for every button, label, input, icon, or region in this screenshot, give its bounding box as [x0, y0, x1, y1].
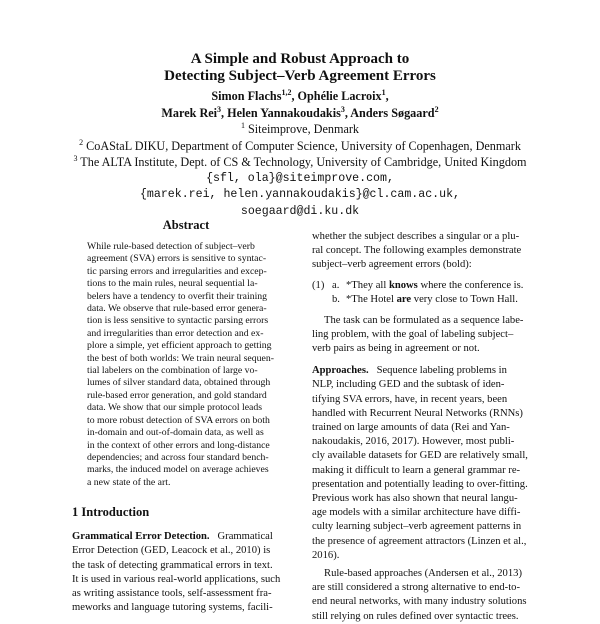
affil-text: The ALTA Institute, Dept. of CS & Technology, University of Cambridge, United Kingdom — [80, 155, 527, 169]
author-sep: , — [385, 89, 389, 103]
text-line: still relying on rules defined over syntactic trees. — [312, 610, 519, 622]
text-line: the task of detecting grammatical errors in text. — [72, 559, 273, 571]
text-line: Previous work has also shown that neural langu- — [312, 493, 518, 505]
abstract-line: tion is less sensitive to syntactic parsing errors — [87, 315, 269, 327]
abstract-line: While rule-based detection of subject–verb — [87, 241, 255, 252]
text-line: The task can be formulated as a sequence labe- — [324, 314, 524, 326]
example-text-pre: *They all — [346, 279, 389, 291]
paragraph-title: Approaches. — [312, 365, 369, 377]
text-line: the presence of agreement attractors (Linzen et al., — [312, 535, 527, 547]
example-text-post: where the conference is. — [417, 279, 524, 291]
affil-text: Siteimprove, Denmark — [248, 122, 360, 136]
right-column — [312, 230, 530, 624]
text-line — [72, 530, 300, 544]
paragraph-rule-based — [312, 567, 530, 624]
affil-sup: 3 — [73, 153, 78, 163]
left-column — [72, 218, 300, 615]
abstract-line: and irregularities than error detection and ex- — [87, 327, 264, 339]
author-name: , Ophélie Lacroix — [291, 89, 382, 103]
example-error-word: knows — [388, 279, 418, 291]
text-line: as writing assistance tools, self-assessment fra- — [72, 587, 272, 599]
abstract-line: in the context of other errors and long-distance — [87, 439, 270, 451]
text-line: are still considered a strong alternative to end-to- — [312, 582, 520, 594]
section-heading-introduction: 1 Introduction — [72, 505, 150, 520]
text-line: It is used in various real-world applications, such — [72, 573, 281, 585]
abstract-line: a new state of the art. — [87, 476, 171, 488]
author-affil-sup: 2 — [434, 104, 439, 114]
abstract-line: to more robust detection of SVA errors on both — [87, 414, 270, 426]
text-line: cly available datasets for GED are relatively small, — [312, 450, 528, 462]
example-text-pre: *The Hotel — [346, 294, 397, 306]
paragraph-title: Grammatical Error Detection. — [72, 531, 210, 543]
text-line: subject–verb agreement errors (bold): — [312, 259, 472, 271]
abstract-line: lumes of silver standard data, obtained through — [87, 377, 271, 389]
author-affil-sup: 3 — [340, 104, 345, 114]
affil-sup: 1 — [240, 120, 245, 130]
example-label: b. — [332, 294, 340, 306]
affiliation-2 — [0, 138, 600, 155]
text-line: culty learning subject–verb agreement patterns in — [312, 521, 522, 533]
affil-sup: 2 — [79, 137, 84, 147]
text-span: Grammatical — [217, 531, 273, 543]
text-line: tifying SVA errors, have, in recent years, been — [312, 393, 508, 405]
text-line: trained on large amounts of data (Rei and Yan- — [312, 422, 510, 434]
author-block — [0, 88, 600, 220]
abstract-line: dependencies; and across four standard bench- — [87, 451, 269, 463]
abstract-line: in-domain and out-of-domain data, as well as — [87, 427, 264, 439]
email-line-3: soegaard@di.ku.dk — [240, 204, 360, 218]
text-line: meworks and language tutoring systems, facili- — [72, 602, 273, 614]
abstract-line: agreement (SVA) errors is sensitive to syntac- — [87, 253, 267, 265]
text-line: 2016). — [312, 549, 340, 561]
title-line-1: A Simple and Robust Approach to — [190, 51, 410, 67]
abstract-line: data. We show that our simple protocol leads — [87, 402, 263, 414]
text-span: Sequence labeling problems in — [376, 365, 507, 377]
paragraph-task — [312, 314, 530, 328]
author-name: Simon Flachs — [211, 89, 282, 103]
abstract-line: the best of both worlds: We train neural sequen- — [87, 352, 274, 364]
text-line: Error Detection (GED, Leacock et al., 2010) is — [72, 545, 271, 557]
example-row-b — [312, 293, 530, 308]
example-text — [346, 279, 523, 294]
text-line — [312, 364, 530, 378]
text-line: handled with Recurrent Neural Networks (RNNs) — [312, 407, 523, 419]
intro-paragraph — [72, 530, 300, 615]
affiliation-1 — [0, 121, 600, 138]
example-text — [346, 293, 518, 308]
text-line: Rule-based approaches (Andersen et al., 2013) — [324, 568, 522, 580]
text-line: ral concept. The following examples demonstrate — [312, 245, 522, 257]
abstract-line: tions to the main rules, neural sequential la- — [87, 278, 258, 290]
text-line: verb pairs as being in agreement or not. — [312, 343, 480, 355]
author-affil-sup: 1,2 — [281, 87, 292, 97]
author-affil-sup: 1 — [381, 87, 386, 97]
paper-title — [0, 51, 600, 85]
abstract-body — [87, 241, 290, 489]
text-line: end neural networks, with many industry solutions — [312, 596, 527, 608]
paragraph-approaches — [312, 364, 530, 563]
text-line: nakoudakis, 2016, 2017). However, most publi- — [312, 436, 515, 448]
example-row-a — [312, 279, 530, 294]
affil-text: CoAStaL DIKU, Department of Computer Science, University of Copenhagen, Denmark — [86, 138, 521, 153]
authors-line-1 — [0, 88, 600, 105]
email-line-2: {marek.rei, helen.yannakoudakis}@cl.cam.ac.uk, — [139, 188, 461, 201]
author-name: , Helen Yannakoudakis — [221, 105, 341, 120]
author-affil-sup: 3 — [217, 104, 222, 114]
abstract-line: tic parsing errors and irregularities and excep- — [87, 265, 267, 277]
abstract-line: belers have a tendency to overfit their training — [87, 290, 268, 302]
example-label: a. — [332, 279, 340, 291]
abstract-line: plore a simple, yet efficient approach to getting — [87, 340, 272, 352]
text-line: ling problem, with the goal of labeling subject– — [312, 328, 514, 340]
abstract-line: rule-based error generation, and gold standard — [87, 389, 267, 401]
abstract-line: marks, the induced model on average achieves — [87, 464, 269, 476]
text-line: making it difficult to learn a general grammar re- — [312, 464, 521, 476]
text-line: whether the subject describes a singular or a plu- — [312, 231, 520, 242]
text-line: NLP, including GED and the subtask of iden- — [312, 379, 505, 391]
paragraph-continued — [312, 230, 530, 273]
abstract-line: tial labelers on the combination of large vo- — [87, 365, 258, 377]
title-line-2: Detecting Subject–Verb Agreement Errors — [164, 68, 436, 84]
abstract-heading: Abstract — [162, 218, 210, 232]
author-name: Marek Rei — [161, 105, 218, 120]
affiliation-3 — [0, 154, 600, 171]
text-line: age models with a similar architecture have diffi- — [312, 507, 521, 519]
author-name: , Anders Søgaard — [344, 105, 435, 120]
abstract-line: data. We observe that rule-based error genera- — [87, 303, 267, 315]
example-error-word: are — [396, 294, 412, 306]
text-line: presentation and potentially leading to over-fitting. — [312, 478, 528, 490]
paragraph-task-cont — [312, 328, 530, 356]
example-block — [312, 279, 530, 308]
authors-line-2 — [0, 105, 600, 122]
email-line-1: {sfl, ola}@siteimprove.com, — [206, 171, 394, 185]
example-text-post: very close to Town Hall. — [411, 294, 518, 306]
example-number: (1) — [312, 279, 325, 291]
